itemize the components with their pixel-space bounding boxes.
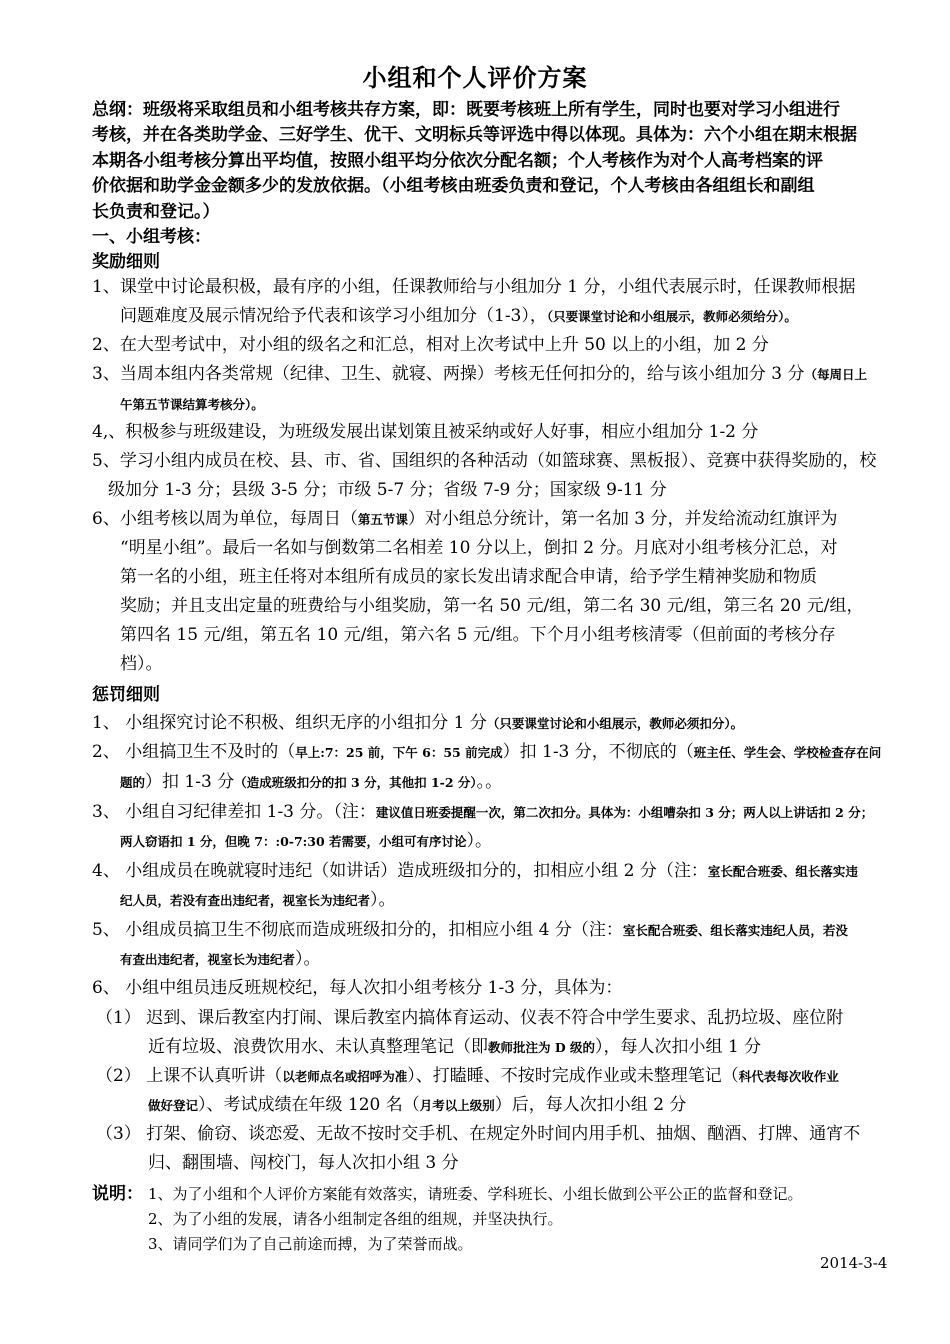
penalty-note: 班主任、学生会、学校检查存在问	[693, 745, 882, 760]
penalty-text: 3、 小组自习纪律差扣 1-3 分。（注：	[92, 802, 376, 822]
penalty-note: （只要课堂讨论和小组展示，教师必须扣分）。	[486, 716, 744, 731]
reward-item-cont: 第四名 15 元/组，第五名 10 元/组，第六名 5 元/组。下个月小组考核清零（但前面的考核分存	[120, 625, 836, 645]
reward-item	[92, 363, 867, 386]
penalty-subitem-cont	[148, 1036, 761, 1059]
penalty-text: （2） 上课不认真听讲（	[96, 1066, 283, 1086]
intro-line: 价依据和助学金金额多少的发放依据。（小组考核由班委负责和登记，个人考核由各组组长和副组	[92, 176, 815, 196]
penalty-item	[92, 919, 848, 942]
penalty-note: 以老师点名或招呼为准	[282, 1069, 408, 1084]
notes-label: 说明：	[92, 1184, 143, 1204]
note-item: 1、为了小组和个人评价方案能有效落实，请班委、学科班长、小组长做到公平公正的监督和登记。	[148, 1185, 803, 1203]
penalty-text: 5、 小组成员搞卫生不彻底而造成班级扣分的，扣相应小组 4 分（注：	[92, 920, 623, 940]
penalty-text: ）扣 1-3 分	[145, 772, 235, 792]
penalty-subitem-cont: 归、翻围墙、闯校门，每人次扣小组 3 分	[148, 1153, 459, 1173]
reward-item-cont	[120, 305, 797, 328]
intro-line: 总纲：班级将采取组员和小组考核共存方案，即：既要考核班上所有学生，同时也要对学习小组进行	[92, 100, 840, 120]
page-title: 小组和个人评价方案	[362, 63, 588, 92]
penalty-subitem-cont	[148, 1094, 686, 1117]
penalty-note: 纪人员，若没有查出违纪者，视室长为违纪者	[120, 893, 371, 908]
note-item: 3、请同学们为了自己前途而搏，为了荣誉而战。	[148, 1235, 473, 1253]
penalty-text: ）。	[466, 831, 493, 851]
reward-heading: 奖励细则	[92, 252, 160, 272]
penalty-text: ）。	[295, 949, 321, 969]
penalty-note: 两人窃语扣 1 分，但晚 7：:0-7:30 若需要，小组可有序讨论	[120, 834, 467, 849]
penalty-item-cont	[120, 771, 502, 794]
section-heading: 一、小组考核：	[92, 227, 211, 247]
penalty-text: 近有垃圾、浪费饮用水、未认真整理笔记（即	[148, 1037, 488, 1057]
reward-note: 第五节课	[357, 512, 408, 527]
reward-item-cont: “明星小组”。最后一名如与倒数第二名相差 10 分以上，倒扣 2 分。月底对小组考核分汇总，对	[120, 538, 838, 558]
reward-item-cont: 第一名的小组，班主任将对本组所有成员的家长发出请求配合申请，给予学生精神奖励和物质	[120, 567, 817, 587]
penalty-note: 有查出违纪者，视室长为违纪者	[120, 952, 296, 967]
penalty-note: 做好登记	[148, 1098, 199, 1113]
penalty-item	[92, 860, 858, 883]
penalty-item	[92, 741, 881, 764]
intro-line: 考核，并在各类助学金、三好学生、优干、文明标兵等评选中得以体现。具体为：六个小组在期末根据	[92, 125, 857, 145]
penalty-heading: 惩罚细则	[92, 685, 160, 705]
reward-item	[92, 508, 837, 531]
reward-text: 3、当周本组内各类常规（纪律、卫生、就寝、两操）考核无任何扣分的，给与该小组加分 3 分	[92, 364, 805, 384]
penalty-note: 室长配合班委、组长落实违纪人员，若没	[622, 923, 848, 938]
penalty-text: 2、 小组搞卫生不及时的（	[92, 742, 296, 762]
penalty-text: ）、打瞌睡、不按时完成作业或未整理笔记（	[407, 1066, 739, 1086]
penalty-note: 室长配合班委、组长落实违	[707, 864, 858, 879]
intro-line: 本期各小组考核分算出平均值，按照小组平均分依次分配名额；个人考核作为对个人高考档案的评	[92, 151, 823, 171]
penalty-subitem: （1） 迟到、课后教室内打闹、课后教室内搞体育运动、仪表不符合中学生要求、乱扔垃圾、座位附	[96, 1008, 844, 1028]
penalty-note: 早上:7：25 前，下午 6：55 前完成	[295, 745, 503, 760]
reward-item-cont: 级加分 1-3 分；县级 3-5 分；市级 5-7 分；省级 7-9 分；国家级 9-11 分	[108, 480, 667, 500]
penalty-text: ）。	[370, 890, 396, 910]
reward-text: ）对小组总分统计，第一名加 3 分，并发给流动红旗评为	[407, 509, 838, 529]
reward-text: 问题难度及展示情况给予代表和该学习小组加分（1-3），	[120, 306, 547, 326]
intro-line: 长负责和登记。）	[92, 202, 220, 222]
penalty-text: 1、 小组探究讨论不积极、组织无序的小组扣分 1 分	[92, 713, 487, 733]
penalty-note: 科代表每次收作业	[738, 1069, 839, 1084]
penalty-item-cont	[120, 830, 492, 853]
penalty-note: 月考以上级别	[419, 1098, 495, 1113]
penalty-item	[92, 801, 873, 824]
penalty-text: ），每人次扣小组 1 分	[595, 1037, 762, 1057]
reward-item-cont: 档）。	[120, 654, 163, 674]
penalty-text: ）扣 1-3 分，不彻底的（	[502, 742, 694, 762]
penalty-item: 6、 小组中组员违反班规校纪，每人次扣小组考核分 1-3 分，具体为：	[92, 978, 623, 998]
penalty-text: ）、考试成绩在年级 120 名（	[198, 1095, 420, 1115]
reward-note: 午第五节课结算考核分）。	[120, 397, 264, 412]
penalty-note: 题的	[120, 775, 146, 790]
document-date: 2014-3-4	[820, 1254, 888, 1272]
penalty-item-cont	[120, 948, 321, 971]
penalty-item-cont	[120, 889, 396, 912]
penalty-text: 。。	[476, 772, 503, 792]
reward-text: 6、小组考核以周为单位，每周日（	[92, 509, 358, 529]
penalty-note: 教师批注为 D 级的	[488, 1040, 596, 1055]
penalty-subitem: （3） 打架、偷窃、谈恋爱、无故不按时交手机、在规定外时间内用手机、抽烟、酗酒、打牌、通宵不	[96, 1124, 861, 1144]
reward-item: 4,、积极参与班级建设，为班级发展出谋划策且被采纳或好人好事，相应小组加分 1-2 分	[92, 422, 759, 442]
reward-note: （只要课堂讨论和小组展示，教师必须给分）。	[546, 309, 797, 324]
penalty-note: 建议值日班委提醒一次，第二次扣分。具体为：小组嘈杂扣 3 分；两人以上讲话扣 2 分；	[375, 805, 874, 820]
reward-item: 1、课堂中讨论最积极，最有序的小组，任课教师给与小组加分 1 分，小组代表展示时，任课教师根据	[92, 277, 856, 297]
penalty-text: 4、 小组成员在晚就寝时违纪（如讲话）造成班级扣分的，扣相应小组 2 分（注：	[92, 861, 708, 881]
penalty-note: （造成班级扣分的扣 3 分，其他扣 1-2 分）	[234, 775, 477, 790]
reward-item: 2、在大型考试中，对小组的级名之和汇总，相对上次考试中上升 50 以上的小组，加 2 分	[92, 335, 769, 355]
reward-note: （每周日上	[804, 367, 867, 382]
penalty-text: ）后，每人次扣小组 2 分	[494, 1095, 687, 1115]
reward-item: 5、学习小组内成员在校、县、市、省、国组织的各种活动（如篮球赛、黑板报）、竞赛中获得奖励的，校	[92, 451, 877, 471]
penalty-item	[92, 712, 743, 735]
note-item: 2、为了小组的发展，请各小组制定各组的组规，并坚决执行。	[148, 1210, 563, 1228]
reward-item-cont: 奖励；并且支出定量的班费给与小组奖励，第一名 50 元/组，第二名 30 元/组，第三名 20 元/组，	[120, 596, 864, 616]
penalty-subitem	[96, 1065, 839, 1088]
